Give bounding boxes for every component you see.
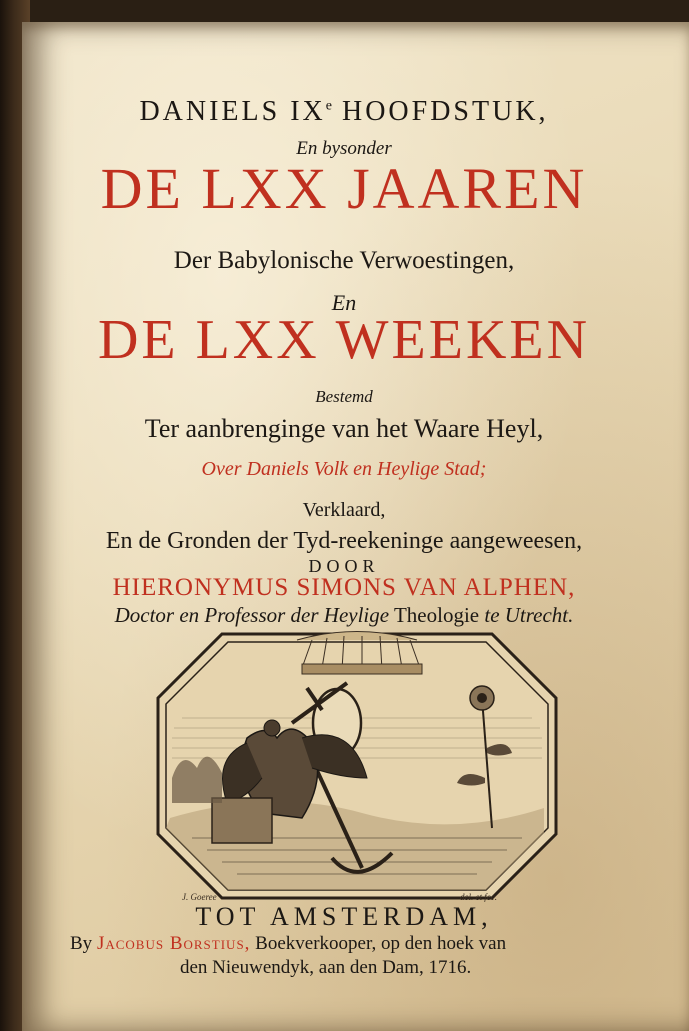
imprint-city: TOT AMSTERDAM,: [195, 902, 493, 931]
title-page: [22, 22, 689, 1031]
imprint-publisher-line: By Jacobus Borstius, Boekverkooper, op den hoek van: [70, 933, 507, 954]
chapter-heading: DANIELS IXe HOOFDSTUK,: [139, 96, 549, 127]
text-daniels-volk: Over Daniels Volk en Heylige Stad;: [201, 458, 487, 480]
text-aanbrenginge: Ter aanbrenginge van het Waare Heyl,: [144, 414, 544, 443]
subtitle-babylonische: Der Babylonische Verwoestingen,: [173, 247, 515, 274]
subtitle-en-bysonder: En bysonder: [296, 138, 392, 159]
text-verklaard: Verklaard,: [302, 499, 386, 521]
author-title: Doctor en Professor der Heylige Theologie te Utrecht.: [114, 603, 574, 627]
engraver-credit: J. Goeree: [182, 892, 217, 902]
author-name: HIERONYMUS SIMONS VAN ALPHEN,: [112, 574, 576, 601]
engraving-vignette: [152, 628, 562, 904]
imprint-address-line: den Nieuwendyk, aan den Dam, 1716.: [180, 957, 472, 978]
title-lxx-weeken: DE LXX WEEKEN: [97, 309, 591, 371]
text-door: DOOR: [308, 556, 380, 576]
text-bestemd: Bestemd: [315, 387, 373, 406]
conjunction-en: En: [331, 290, 357, 315]
text-gronden: En de Gronden der Tyd-reekeninge aangeweesen,: [105, 528, 583, 554]
title-lxx-jaaren: DE LXX JAAREN: [100, 156, 588, 221]
engraving-credit: del. et fec.: [460, 892, 497, 902]
